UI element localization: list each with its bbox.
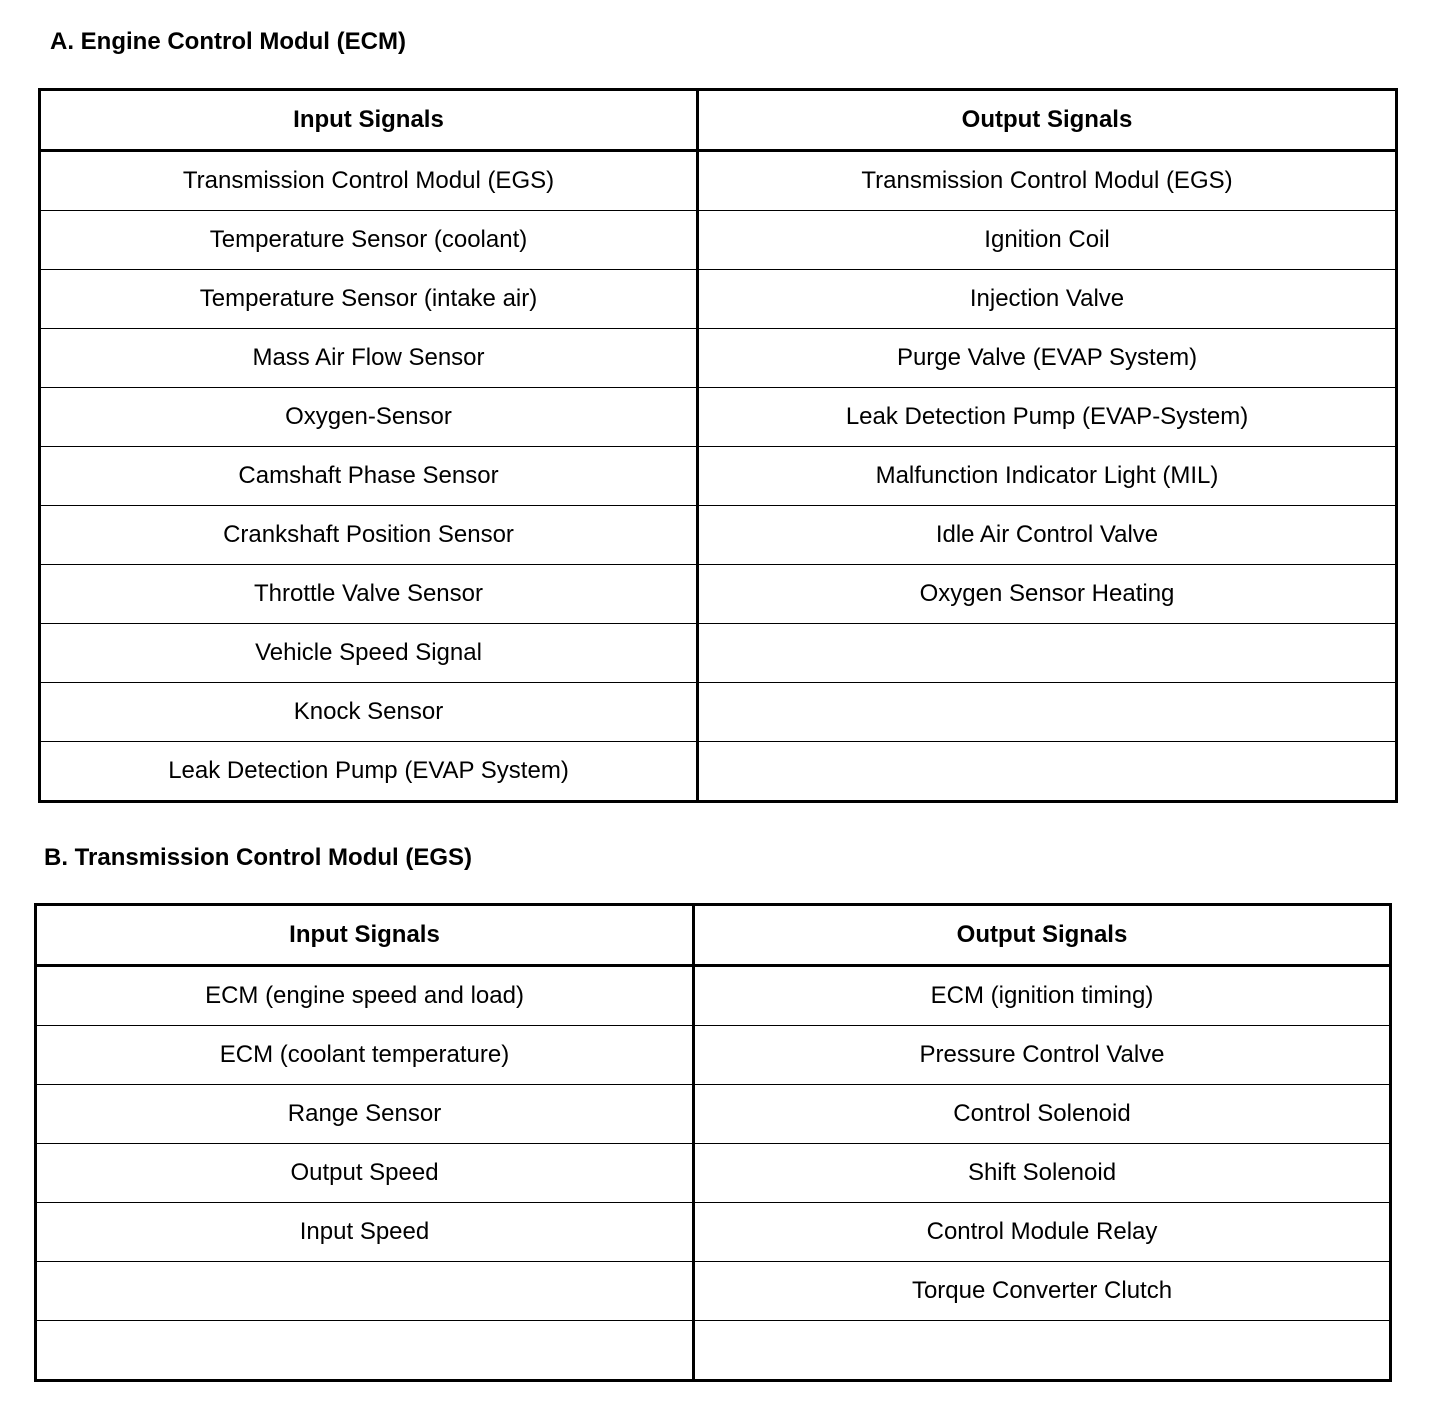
input-signal-cell: Temperature Sensor (intake air) bbox=[40, 270, 698, 329]
table-row bbox=[40, 388, 1397, 447]
input-signal-cell bbox=[36, 1321, 694, 1381]
input-signal-cell: Mass Air Flow Sensor bbox=[40, 329, 698, 388]
output-signal-cell bbox=[694, 1321, 1391, 1381]
input-signal-cell: Throttle Valve Sensor bbox=[40, 565, 698, 624]
input-signal-cell: Temperature Sensor (coolant) bbox=[40, 211, 698, 270]
table-row bbox=[40, 151, 1397, 211]
input-signal-cell: Range Sensor bbox=[36, 1085, 694, 1144]
input-signal-cell: Crankshaft Position Sensor bbox=[40, 506, 698, 565]
output-signal-cell: Torque Converter Clutch bbox=[694, 1262, 1391, 1321]
output-signal-cell: Injection Valve bbox=[698, 270, 1397, 329]
input-signal-cell bbox=[36, 1262, 694, 1321]
output-signal-cell: Control Solenoid bbox=[694, 1085, 1391, 1144]
input-signal-cell: Output Speed bbox=[36, 1144, 694, 1203]
table-row bbox=[40, 683, 1397, 742]
table-row bbox=[36, 1203, 1391, 1262]
output-signal-cell: Shift Solenoid bbox=[694, 1144, 1391, 1203]
table-row bbox=[36, 1321, 1391, 1381]
table-row bbox=[40, 506, 1397, 565]
table-row bbox=[40, 447, 1397, 506]
input-signal-cell: Input Speed bbox=[36, 1203, 694, 1262]
ecm-signals-table bbox=[38, 88, 1398, 803]
table-row bbox=[40, 270, 1397, 329]
output-signal-cell bbox=[698, 624, 1397, 683]
output-signal-cell: Malfunction Indicator Light (MIL) bbox=[698, 447, 1397, 506]
table-header-row bbox=[36, 905, 1391, 966]
output-signals-header: Output Signals bbox=[694, 905, 1391, 966]
output-signal-cell: Purge Valve (EVAP System) bbox=[698, 329, 1397, 388]
output-signal-cell: Oxygen Sensor Heating bbox=[698, 565, 1397, 624]
table-header-row bbox=[40, 90, 1397, 151]
section-a-title: A. Engine Control Modul (ECM) bbox=[50, 28, 406, 55]
table-row bbox=[36, 966, 1391, 1026]
input-signal-cell: Leak Detection Pump (EVAP System) bbox=[40, 742, 698, 802]
output-signal-cell: Pressure Control Valve bbox=[694, 1026, 1391, 1085]
input-signal-cell: Oxygen-Sensor bbox=[40, 388, 698, 447]
input-signal-cell: Knock Sensor bbox=[40, 683, 698, 742]
egs-signals-table bbox=[34, 903, 1392, 1382]
table-row bbox=[40, 624, 1397, 683]
section-b-title: B. Transmission Control Modul (EGS) bbox=[44, 844, 473, 871]
input-signal-cell: ECM (coolant temperature) bbox=[36, 1026, 694, 1085]
output-signal-cell: Leak Detection Pump (EVAP-System) bbox=[698, 388, 1397, 447]
table-row bbox=[40, 329, 1397, 388]
table-row bbox=[36, 1262, 1391, 1321]
table-row bbox=[36, 1085, 1391, 1144]
table-row bbox=[40, 211, 1397, 270]
input-signal-cell: Transmission Control Modul (EGS) bbox=[40, 151, 698, 211]
output-signal-cell: Ignition Coil bbox=[698, 211, 1397, 270]
input-signals-header: Input Signals bbox=[40, 90, 698, 151]
table-row bbox=[36, 1144, 1391, 1203]
output-signal-cell: Idle Air Control Valve bbox=[698, 506, 1397, 565]
input-signals-header: Input Signals bbox=[36, 905, 694, 966]
output-signal-cell: ECM (ignition timing) bbox=[694, 966, 1391, 1026]
output-signal-cell: Control Module Relay bbox=[694, 1203, 1391, 1262]
output-signal-cell bbox=[698, 683, 1397, 742]
output-signals-header: Output Signals bbox=[698, 90, 1397, 151]
input-signal-cell: Vehicle Speed Signal bbox=[40, 624, 698, 683]
input-signal-cell: ECM (engine speed and load) bbox=[36, 966, 694, 1026]
table-row bbox=[40, 742, 1397, 802]
output-signal-cell: Transmission Control Modul (EGS) bbox=[698, 151, 1397, 211]
table-row bbox=[40, 565, 1397, 624]
input-signal-cell: Camshaft Phase Sensor bbox=[40, 447, 698, 506]
output-signal-cell bbox=[698, 742, 1397, 802]
table-row bbox=[36, 1026, 1391, 1085]
